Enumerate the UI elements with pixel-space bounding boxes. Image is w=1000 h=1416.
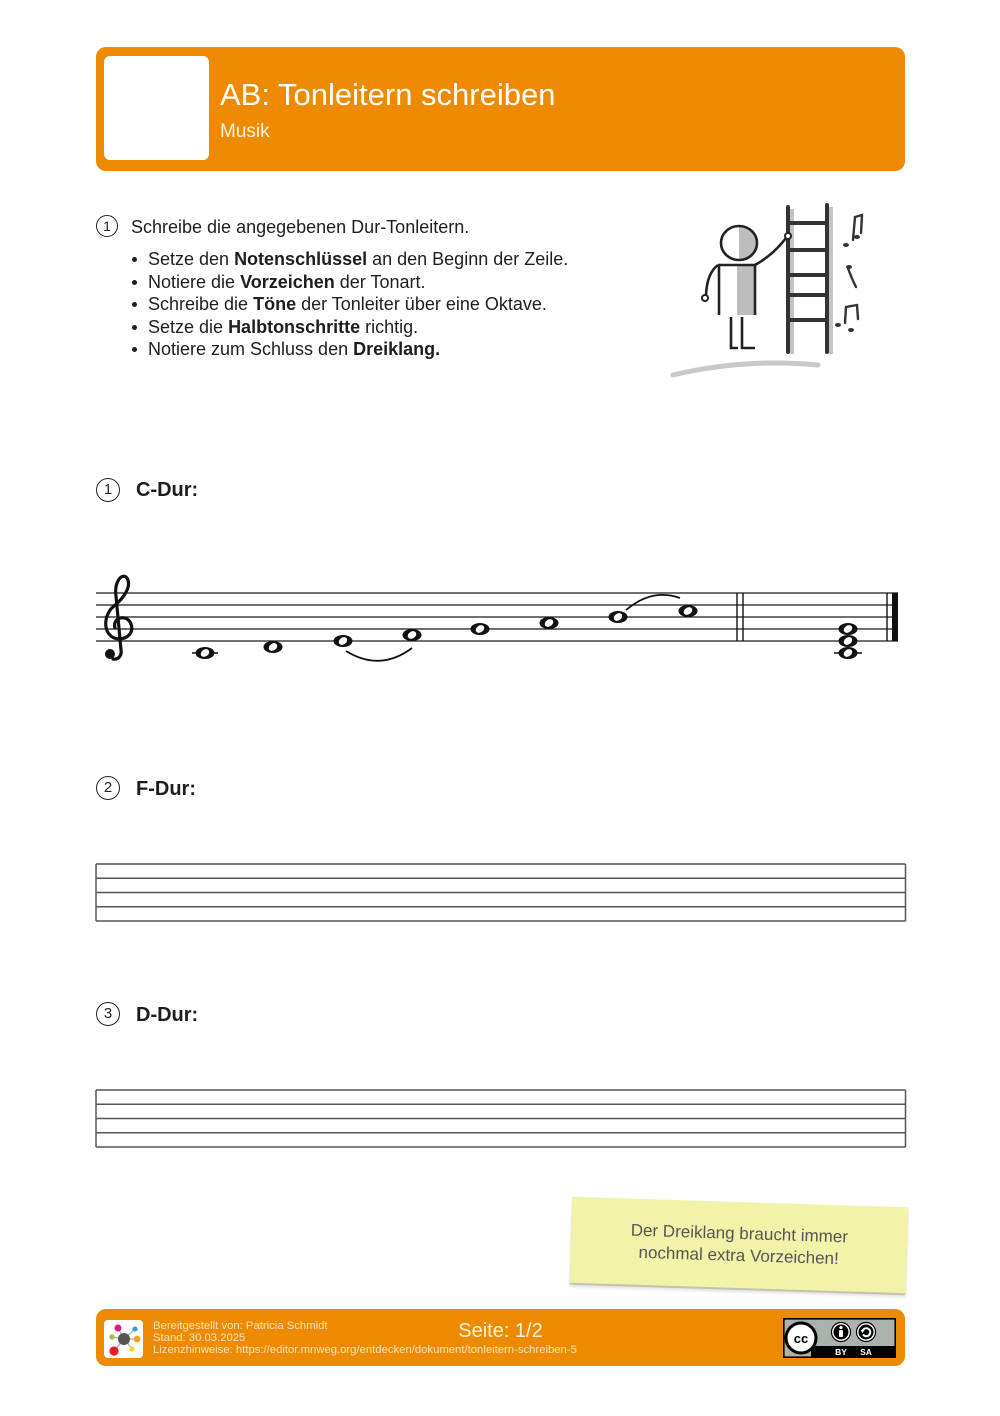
- bullet-keyword: Notenschlüssel: [234, 249, 368, 269]
- exercise-number-badge: 3: [96, 1002, 120, 1026]
- date-stamp: Stand: 30.03.2025: [153, 1332, 246, 1344]
- bullet-text: Setze die: [148, 316, 229, 337]
- bullet-text: richtig.: [360, 316, 419, 337]
- provided-by: Bereitgestellt von: Patricia Schmidt: [153, 1320, 328, 1332]
- c-major-scale-staff: [90, 560, 910, 680]
- note-g4: [471, 623, 490, 635]
- bullet-text: Setze den: [148, 249, 235, 269]
- task-number-badge: 1: [96, 215, 118, 237]
- exercise-label: F-Dur:: [136, 778, 196, 800]
- note-f4: [403, 629, 422, 641]
- instruction-bullet: [131, 248, 568, 271]
- d-major-empty-staff: [94, 1088, 908, 1150]
- bullet-text: an den Beginn der Zeile.: [367, 249, 569, 269]
- exercise-label: D-Dur:: [136, 1004, 199, 1026]
- bullet-keyword: Dreiklang.: [353, 339, 441, 360]
- treble-clef-icon: [105, 576, 132, 659]
- svg-text:SA: SA: [860, 1347, 872, 1357]
- bullet-text: der Tonart.: [334, 271, 426, 292]
- svg-text:cc: cc: [793, 1331, 809, 1346]
- hint-sticky-note: [570, 1197, 909, 1294]
- bullet-text: Notiere zum Schluss den: [148, 339, 354, 360]
- bullet-dot: [132, 302, 137, 307]
- page-number: Seite: 1/2: [458, 1320, 543, 1342]
- f-major-empty-staff: [94, 862, 908, 924]
- bullet-keyword: Töne: [253, 294, 297, 315]
- halftone-slur-e-f: [346, 648, 412, 661]
- bullet-dot: [132, 257, 137, 262]
- license-info: Lizenzhinweise: https://editor.mnweg.org/entdecken/dokument/tonleitern-schreiben-5: [153, 1344, 577, 1356]
- worksheet-header: [96, 47, 905, 171]
- cc-by-sa-license-icon: [783, 1318, 896, 1358]
- page-title: AB: Tonleitern schreiben: [220, 77, 556, 112]
- instruction-bullet: [131, 316, 568, 339]
- header-image-placeholder: [104, 56, 209, 160]
- bullet-keyword: Vorzeichen: [240, 271, 335, 292]
- note-a4: [540, 617, 559, 629]
- note-c4: [196, 647, 215, 659]
- hint-line: Der Dreiklang braucht immer: [630, 1220, 849, 1247]
- bullet-dot: [132, 347, 137, 352]
- note-d4: [264, 641, 283, 653]
- instruction-bullet: [131, 293, 568, 316]
- hint-line: nochmal extra Vorzeichen!: [638, 1242, 840, 1269]
- exercise-number-badge: 1: [96, 478, 120, 502]
- bullet-dot: [132, 280, 137, 285]
- subject-label: Musik: [220, 121, 270, 142]
- halftone-slur-b-c: [626, 595, 680, 610]
- instruction-bullet: [131, 338, 568, 361]
- instruction-list: [131, 248, 568, 361]
- note-b4: [609, 611, 628, 623]
- worksheet-footer: [96, 1309, 905, 1366]
- note-e4: [334, 635, 353, 647]
- staff-lines: [96, 593, 898, 641]
- instruction-bullet: [131, 271, 568, 294]
- exercise-number-badge: 2: [96, 776, 120, 800]
- bullet-keyword: Halbtonschritte: [228, 316, 361, 337]
- svg-text:BY: BY: [835, 1347, 847, 1357]
- bullet-dot: [132, 325, 137, 330]
- person-ladder-illustration-icon: [665, 195, 875, 385]
- task-instruction: Schreibe die angegebenen Dur-Tonleitern.: [131, 217, 470, 237]
- bullet-text: Schreibe die: [148, 294, 254, 315]
- bullet-text: Notiere die: [148, 271, 241, 292]
- exercise-label: C-Dur:: [136, 479, 199, 501]
- note-c5: [679, 605, 698, 617]
- bullet-text: der Tonleiter über eine Oktave.: [296, 294, 547, 315]
